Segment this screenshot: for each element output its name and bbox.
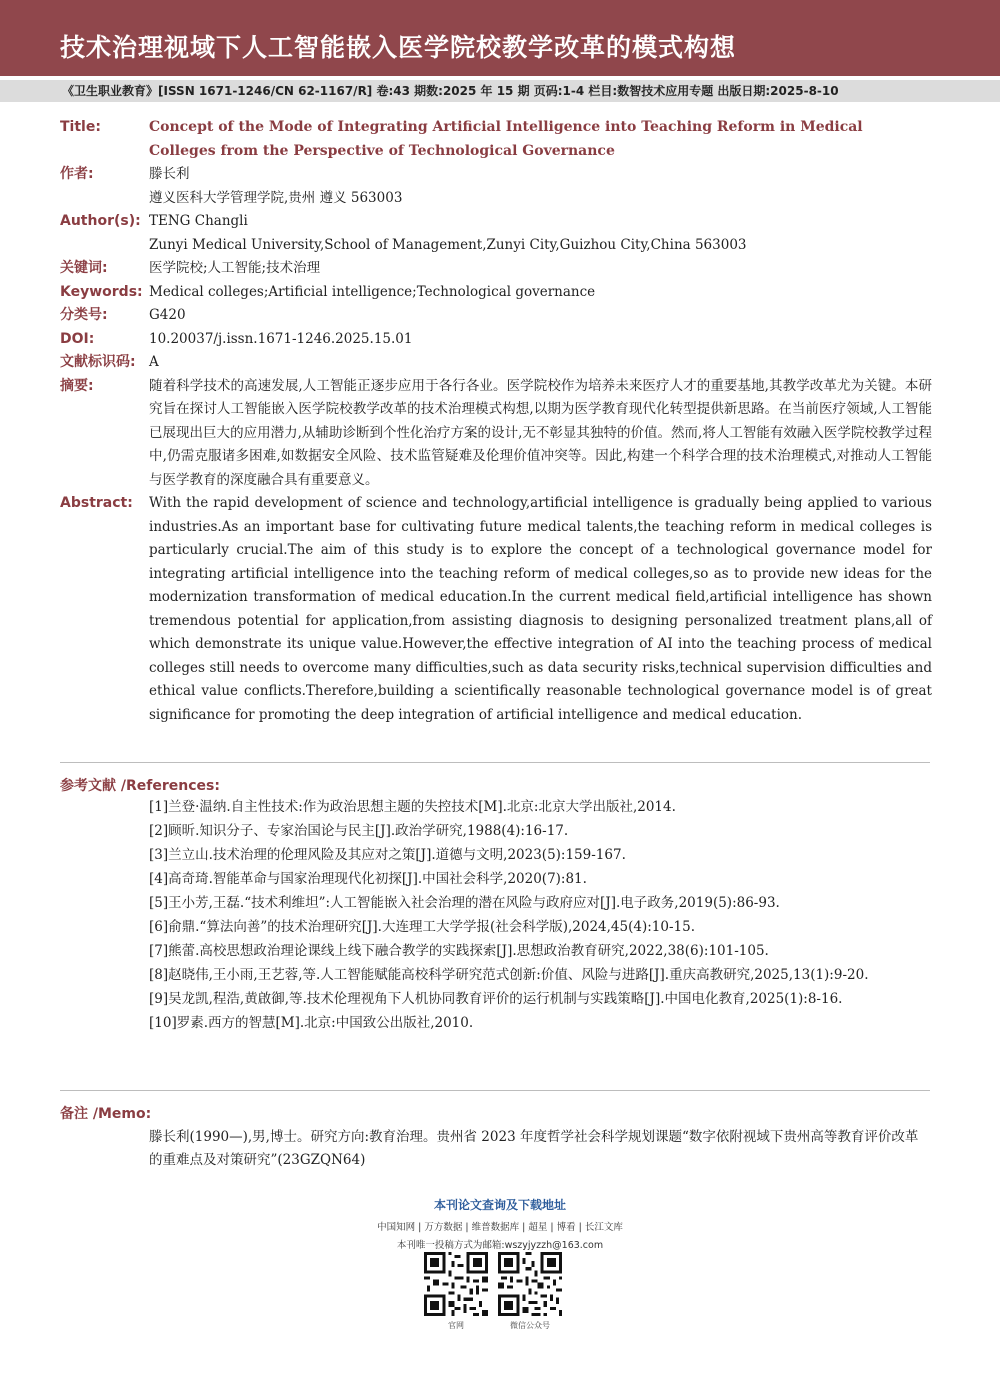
database-list: 中国知网 | 万方数据 | 维普数据库 | 超星 | 博看 | 长江文库 [377,1222,623,1233]
memo-text: 滕长利(1990—),男,博士。研究方向:教育治理。贵州省 2023 年度哲学社会科学规划课题“数字依附视域下贵州高等教育评价改革的重难点及对策研究”(23GZQN64) [149,1129,919,1168]
field-label: Author(s): [60,213,141,229]
reference-list [149,795,931,1035]
author-affiliation-cn: 遵义医科大学管理学院,贵州 遵义 563003 [149,189,403,206]
divider [60,1090,930,1091]
field-label: 文献标识码: [60,354,136,370]
field-doc-code [60,351,932,375]
field-label: 分类号: [60,307,108,323]
field-label: 关键词: [60,260,108,276]
field-label: Abstract: [60,495,133,511]
field-keywords-en [60,281,932,305]
submission-email[interactable]: 本刊唯一投稿方式为邮箱:wszyjyzzh@163.com [396,1240,604,1251]
field-label: Keywords: [60,283,143,300]
english-title: Concept of the Mode of Integrating Artificial Intelligence into Teaching Reform in Medical Colleges from the Perspective of Technological Governance [149,119,863,159]
footer-heading: 本刊论文查询及下载地址 [433,1198,566,1212]
field-author-cn [60,163,932,210]
field-doi [60,328,932,352]
author-affiliation-en: Zunyi Medical University,School of Management,Zunyi City,Guizhou City,China 563003 [149,236,747,253]
reference-item: [9]吴龙凯,程浩,黄啟御,等.技术伦理视角下人机协同教育评价的运行机制与实践策略[J].中国电化教育,2025(1):8-16. [149,991,843,1007]
author-name-en: TENG Changli [149,213,248,229]
qr-caption: 官网 [448,1321,464,1330]
reference-item: [3]兰立山.技术治理的伦理风险及其应对之策[J].道德与文明,2023(5):159-167. [149,847,626,863]
memo-heading: 备注 /Memo: [60,1106,152,1122]
classification-number: G420 [149,307,186,323]
doc-code-value: A [149,354,159,370]
journal-meta: 《卫生职业教育》[ISSN 1671-1246/CN 62-1167/R] 卷:43 期数:2025 年 15 期 页码:1-4 栏目:数智技术应用专题 出版日期:2025-8-10 [0,80,1000,102]
field-keywords-cn [60,257,932,281]
reference-item: [1]兰登·温纳.自主性技术:作为政治思想主题的失控技术[M].北京:北京大学出版社,2014. [149,799,676,815]
article-fields [60,116,932,727]
qr-website[interactable] [424,1252,488,1331]
reference-item: [8]赵晓伟,王小雨,王艺蓉,等.人工智能赋能高校科学研究范式创新:价值、风险与进路[J].重庆高教研究,2025,13(1):9-20. [149,967,869,983]
footer [0,1196,1000,1251]
qr-caption: 微信公众号 [510,1321,550,1330]
field-label: Title: [60,119,101,135]
qr-code-icon [424,1252,488,1316]
field-label: 作者: [60,166,94,182]
field-label: DOI: [60,330,95,347]
reference-item: [7]熊蕾.高校思想政治理论课线上线下融合教学的实践探索[J].思想政治教育研究,2022,38(6):101-105. [149,943,769,959]
qr-code-icon [498,1252,562,1316]
field-classification [60,304,932,328]
field-author-en [60,210,932,257]
reference-item: [4]高奇琦.智能革命与国家治理现代化初探[J].中国社会科学,2020(7):81. [149,871,587,887]
field-abstract-en [60,492,932,727]
field-title [60,116,932,163]
reference-item: [10]罗素.西方的智慧[M].北京:中国致公出版社,2010. [149,1015,474,1031]
references-heading: 参考文献 /References: [60,778,220,794]
reference-item: [5]王小芳,王磊.“技术利维坦”:人工智能嵌入社会治理的潜在风险与政府应对[J].电子政务,2019(5):86-93. [149,895,780,911]
title-band [0,0,1000,76]
divider [60,762,930,763]
field-label: 摘要: [60,377,94,394]
abstract-en: With the rapid development of science and technology,artificial intelligence is gradually being applied to various industries.As an important base for cultivating future medical talents,the teaching reform in medical colleges is particularly crucial.The aim of this study is to explore the concept of a technological governance model for integrating artificial intelligence into the teaching reform of medical colleges,so as to provide new ideas for the modernization transformation of medical education.In the current medical field,artificial intelligence has shown tremendous potential for application,from assisting diagnosis to designing personalized treatment plans,all of which demonstrate its unique value.However,the effective integration of AI into the teaching process of medical colleges still needs to overcome many difficulties,such as data security risks,technical supervision difficulties and ethical value conflicts.Therefore,building a scientifically reasonable technological governance model is of great significance for promoting the deep integration of artificial intelligence and medical education. [149,495,932,723]
page-title: 技术治理视域下人工智能嵌入医学院校教学改革的模式构想 [60,33,737,62]
field-abstract-cn [60,375,932,493]
abstract-cn: 随着科学技术的高速发展,人工智能正逐步应用于各行各业。医学院校作为培养未来医疗人才的重要基地,其教学改革尤为关键。本研究旨在探讨人工智能嵌入医学院校教学改革的技术治理模式构想,以期为医学教育现代化转型提供新思路。在当前医疗领域,人工智能已展现出巨大的应用潜力,从辅助诊断到个性化治疗方案的设计,无不彰显其独特的价值。然而,将人工智能有效融入医学院校教学过程中,仍需克服诸多困难,如数据安全风险、技术监管疑难及伦理价值冲突等。因此,构建一个科学合理的技术治理模式,对推动人工智能与医学教育的深度融合具有重要意义。 [149,377,932,488]
reference-item: [2]顾昕.知识分子、专家治国论与民主[J].政治学研究,1988(4):16-17. [149,823,569,839]
keywords-en: Medical colleges;Artificial intelligence;Technological governance [149,283,596,300]
keywords-cn: 医学院校;人工智能;技术治理 [149,260,321,276]
author-name-cn: 滕长利 [149,166,190,182]
qr-wechat[interactable] [498,1252,562,1331]
reference-item: [6]俞鼎.“算法向善”的技术治理研究[J].大连理工大学学报(社会科学版),2024,45(4):10-15. [149,919,695,935]
doi-value[interactable]: 10.20037/j.issn.1671-1246.2025.15.01 [149,330,413,347]
